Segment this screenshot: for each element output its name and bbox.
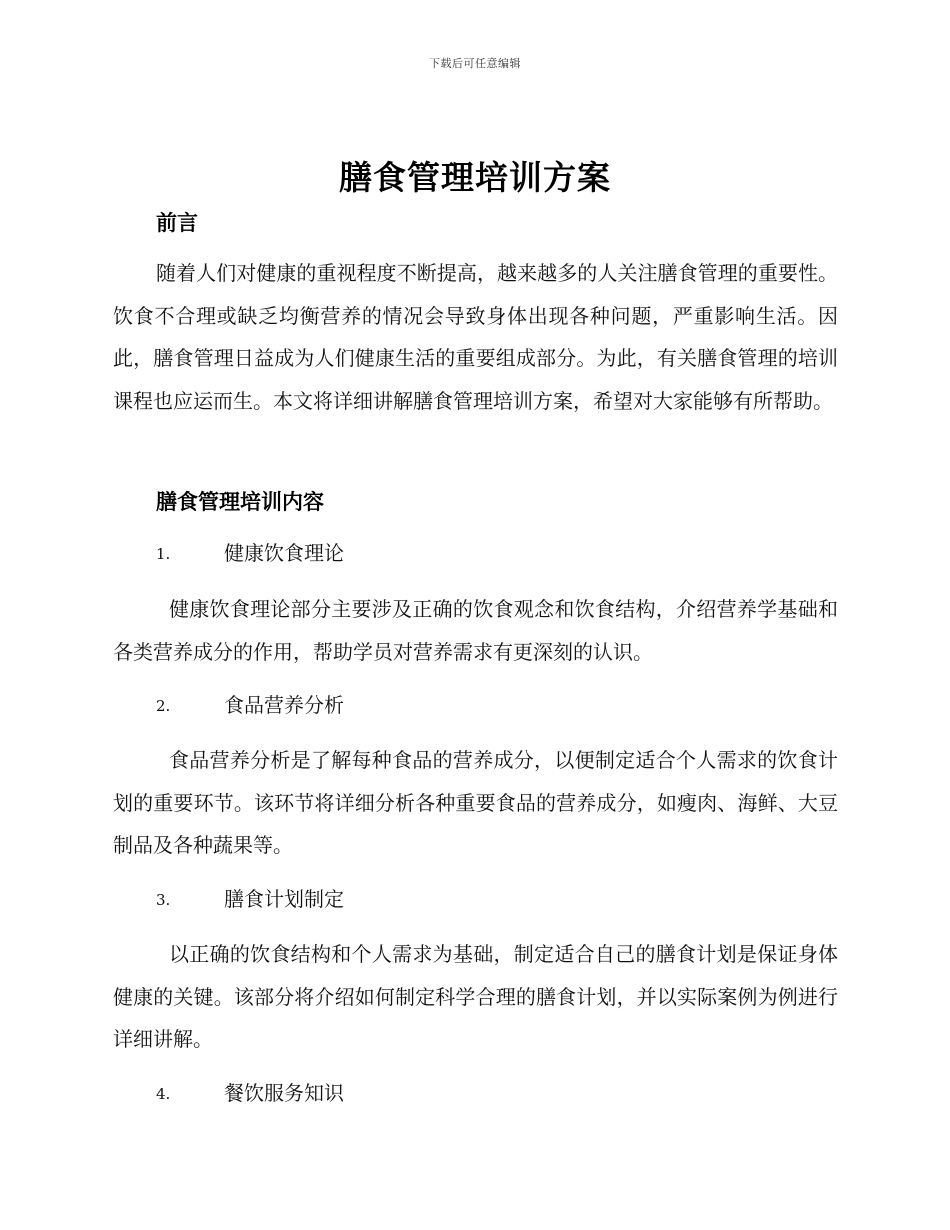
content-heading: 膳食管理培训内容 — [156, 490, 324, 514]
list-item — [156, 884, 344, 915]
list-item-number: 1. — [156, 545, 171, 563]
list-item-number: 2. — [156, 697, 171, 715]
list-item-paragraph: 以正确的饮食结构和个人需求为基础，制定适合自己的膳食计划是保证身体健康的关键。该部分将介绍如何制定科学合理的膳食计划，并以实际案例为例进行详细讲解。 — [113, 942, 838, 1051]
list-item-paragraph: 食品营养分析是了解每种食品的营养成分，以便制定适合个人需求的饮食计划的重要环节。该环节将详细分析各种重要食品的营养成分，如瘦肉、海鲜、大豆制品及各种蔬果等。 — [113, 748, 838, 857]
list-item-number: 4. — [156, 1085, 171, 1103]
list-item — [156, 538, 344, 569]
header-note: 下载后可任意编辑 — [429, 57, 521, 70]
preface-paragraph: 随着人们对健康的重视程度不断提高，越来越多的人关注膳食管理的重要性。饮食不合理或缺乏均衡营养的情况会导致身体出现各种问题，严重影响生活。因此，膳食管理日益成为人们健康生活的重要组成部分。为此，有关膳食管理的培训课程也应运而生。本文将详细讲解膳食管理培训方案，希望对大家能够有所帮助。 — [113, 261, 838, 413]
list-item — [156, 690, 344, 721]
list-item-label: 食品营养分析 — [224, 693, 344, 717]
list-item-label: 餐饮服务知识 — [224, 1081, 344, 1105]
list-item-paragraph: 健康饮食理论部分主要涉及正确的饮食观念和饮食结构，介绍营养学基础和各类营养成分的作用，帮助学员对营养需求有更深刻的认识。 — [113, 597, 838, 664]
preface-heading: 前言 — [156, 211, 198, 235]
list-item-label: 健康饮食理论 — [224, 541, 344, 565]
list-item — [156, 1078, 344, 1109]
list-item-number: 3. — [156, 891, 171, 909]
document-title: 膳食管理培训方案 — [339, 158, 611, 197]
list-item-label: 膳食计划制定 — [224, 887, 344, 911]
